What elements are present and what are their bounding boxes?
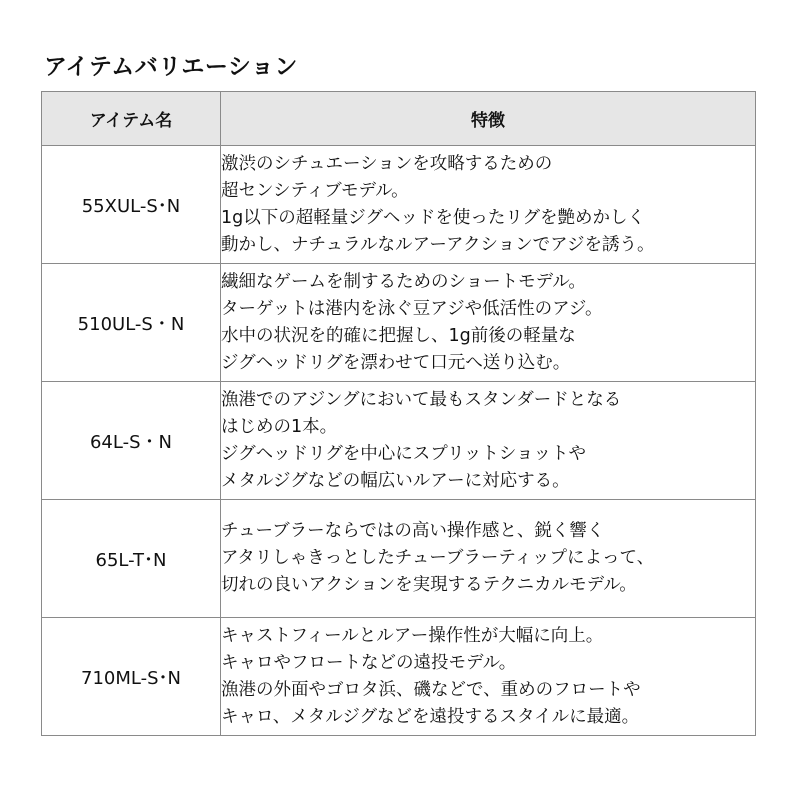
feature-line: チューブラーならではの高い操作感と、鋭く響く	[221, 521, 605, 541]
table-row	[42, 618, 756, 736]
table-header-row	[42, 92, 756, 146]
model-name: 64L-S・N	[42, 382, 221, 500]
feature-line: キャロやフロートなどの遠投モデル。	[221, 652, 517, 673]
model-name: 65L-T･N	[42, 500, 221, 618]
feature-line: 水中の状況を的確に把握し、1g前後の軽量な	[221, 325, 576, 346]
header-features: 特徴	[221, 92, 756, 146]
feature-line: 繊細なゲームを制するためのショートモデル。	[221, 271, 586, 292]
feature-line: ターゲットは港内を泳ぐ豆アジや低活性のアジ。	[221, 298, 603, 319]
feature-line: キャロ、メタルジグなどを遠投するスタイルに最適。	[221, 706, 640, 727]
model-name: 710ML-S･N	[42, 618, 221, 736]
item-variation-table	[41, 91, 756, 736]
model-name: 55XUL-S･N	[42, 146, 221, 264]
feature-line: 激渋のシチュエーションを攻略するための	[221, 153, 553, 174]
feature-line: はじめの1本。	[221, 416, 338, 437]
feature-description	[221, 500, 756, 618]
feature-line: 超センシティブモデル。	[221, 180, 409, 201]
feature-line: キャストフィールとルアー操作性が大幅に向上。	[221, 625, 604, 646]
page-title: アイテムバリエーション	[44, 54, 298, 80]
feature-line: 動かし、ナチュラルなルアーアクションでアジを誘う。	[221, 234, 655, 255]
table-row	[42, 382, 756, 500]
table-row	[42, 264, 756, 382]
header-item-name: アイテム名	[42, 92, 221, 146]
feature-description	[221, 618, 756, 736]
feature-line: 漁港の外面やゴロタ浜、磯などで、重めのフロートや	[221, 679, 641, 700]
feature-description	[221, 146, 756, 264]
table-row	[42, 500, 756, 618]
table-row	[42, 146, 756, 264]
feature-line: メタルジグなどの幅広いルアーに対応する。	[221, 470, 570, 491]
feature-description	[221, 264, 756, 382]
feature-description	[221, 382, 756, 500]
feature-line: 1g以下の超軽量ジグヘッドを使ったリグを艶めかしく	[221, 207, 646, 228]
model-name: 510UL-S・N	[42, 264, 221, 382]
feature-line: アタリしゃきっとしたチューブラーティップによって、	[221, 548, 655, 568]
feature-line: 漁港でのアジングにおいて最もスタンダードとなる	[221, 389, 622, 410]
feature-line: ジグヘッドリグを中心にスプリットショットや	[221, 443, 587, 464]
feature-line: ジグヘッドリグを漂わせて口元へ送り込む。	[221, 352, 571, 373]
feature-line: 切れの良いアクションを実現するテクニカルモデル。	[221, 575, 637, 595]
